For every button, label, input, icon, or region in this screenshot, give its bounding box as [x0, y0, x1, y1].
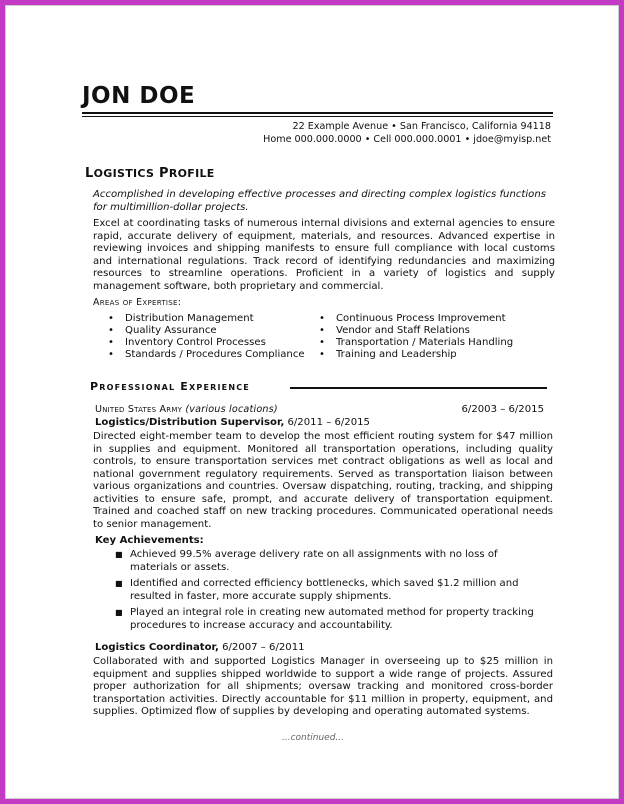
bullet-icon: • [108, 349, 114, 360]
bullet-icon: • [319, 313, 325, 324]
achievement-text: Identified and corrected efficiency bottlenecks, which saved $1.2 million and resulted in faster, more accurate supply shipments. [130, 578, 519, 602]
key-achievements-label: Key Achievements: [95, 535, 204, 546]
continued-note: ...continued... [281, 733, 344, 743]
job-title-supervisor [95, 417, 370, 428]
skill-item [108, 349, 305, 361]
skill-label: Training and Leadership [336, 349, 457, 360]
section-title-profile [85, 166, 215, 181]
employer-location-note: (various locations) [185, 404, 278, 415]
contact-address: 22 Example Avenue • San Francisco, California 94118 [292, 121, 551, 132]
employer-dates: 6/2003 – 6/2015 [461, 404, 544, 415]
job-title-text: Logistics/Distribution Supervisor, [95, 417, 285, 428]
skill-item [108, 337, 305, 349]
job-dates: 6/2011 – 6/2015 [284, 417, 370, 428]
bullet-icon: • [319, 349, 325, 360]
bullet-icon: • [108, 325, 114, 336]
job-description-coordinator: Collaborated with and supported Logistics Manager in overseeing up to $25 million in equipment and supplies shipped worldwide to support a wide range of projects. Assured proper authorization for all shipments; oversaw tracking and monitored cross-border transportation activities. Directly accountable for $11 million in property, equipment, and supplies. Optimized flow of supplies by developing and operating automated systems. [93, 656, 553, 717]
skill-item [319, 313, 513, 325]
achievement-text: Played an integral role in creating new automated method for property tracking procedures to increase accuracy and accountability. [130, 607, 534, 631]
skill-item [319, 349, 513, 361]
contact-phones-email: Home 000.000.0000 • Cell 000.000.0001 • jdoe@myisp.net [263, 134, 551, 145]
skill-label: Vendor and Staff Relations [336, 325, 470, 336]
profile-summary: Excel at coordinating tasks of numerous internal divisions and external agencies to ensure rapid, accurate delivery of equipment, materials, and resources. Advanced expertise in reviewing invoices and shipping manifests to ensure full compliance with local customs and international regulations. Track record of identifying redundancies and maximizing resources to streamline operations. Proficient in a variety of logistics and supply management software, both proprietary and commercial. [93, 218, 555, 292]
skill-label: Inventory Control Processes [125, 337, 266, 348]
job-description-supervisor: Directed eight-member team to develop the most efficient routing system for $47 million in supplies and equipment. Monitored all transportation operations, including quality controls, to ensure transportation services met contract obligations as well as local and national government regulatory requirements. Served as transportation liaison between various organizations and countries. Oversaw dispatching, routing, tracking, and shipping activities to ensure safe, prompt, and accurate delivery of transportation equipment. Trained and coached staff on new tracking procedures. Communicated operational needs to senior management. [93, 431, 553, 530]
skill-item [319, 325, 513, 337]
skills-list-right [319, 313, 513, 361]
job-dates: 6/2007 – 6/2011 [218, 642, 305, 653]
square-bullet-icon: ■ [115, 579, 123, 588]
resume-page-frame [5, 5, 619, 799]
profile-title-p: P [154, 166, 169, 181]
job-title-text: Logistics Coordinator, [95, 642, 219, 653]
skill-item [108, 313, 305, 325]
skills-list-left [108, 313, 305, 361]
skill-label: Distribution Management [125, 313, 254, 324]
profile-title-rest-2: ROFILE [168, 167, 215, 180]
achievement-item [112, 607, 548, 632]
skill-label: Transportation / Materials Handling [336, 337, 514, 348]
skill-label: Continuous Process Improvement [336, 313, 506, 324]
square-bullet-icon: ■ [115, 550, 123, 559]
experience-rule [290, 387, 547, 389]
header-rule-thin [82, 116, 553, 117]
achievement-text: Achieved 99.5% average delivery rate on all assignments with no loss of materials or assets. [130, 549, 498, 573]
bullet-icon: • [108, 313, 114, 324]
candidate-name: JON DOE [82, 83, 196, 109]
bullet-icon: • [108, 337, 114, 348]
achievements-list [112, 549, 548, 636]
profile-title-rest-1: OGISTICS [93, 167, 155, 180]
square-bullet-icon: ■ [115, 608, 123, 617]
areas-of-expertise-label: Areas of Expertise: [93, 297, 182, 308]
bullet-icon: • [319, 325, 325, 336]
employer [95, 404, 278, 415]
achievement-item [112, 549, 548, 574]
resume-page [6, 6, 620, 800]
section-title-experience: Professional Experience [90, 380, 250, 393]
skill-item [108, 325, 305, 337]
header-rule-thick [82, 112, 553, 114]
profile-intro: Accomplished in developing effective processes and directing complex logistics functions for multimillion-dollar projects. [93, 189, 546, 213]
job-title-coordinator [95, 642, 305, 653]
skill-label: Standards / Procedures Compliance [125, 349, 305, 360]
employer-name: United States Army [95, 404, 183, 415]
skill-item [319, 337, 513, 349]
achievement-item [112, 578, 548, 603]
skill-label: Quality Assurance [125, 325, 217, 336]
profile-title-initial: L [85, 166, 94, 181]
bullet-icon: • [319, 337, 325, 348]
